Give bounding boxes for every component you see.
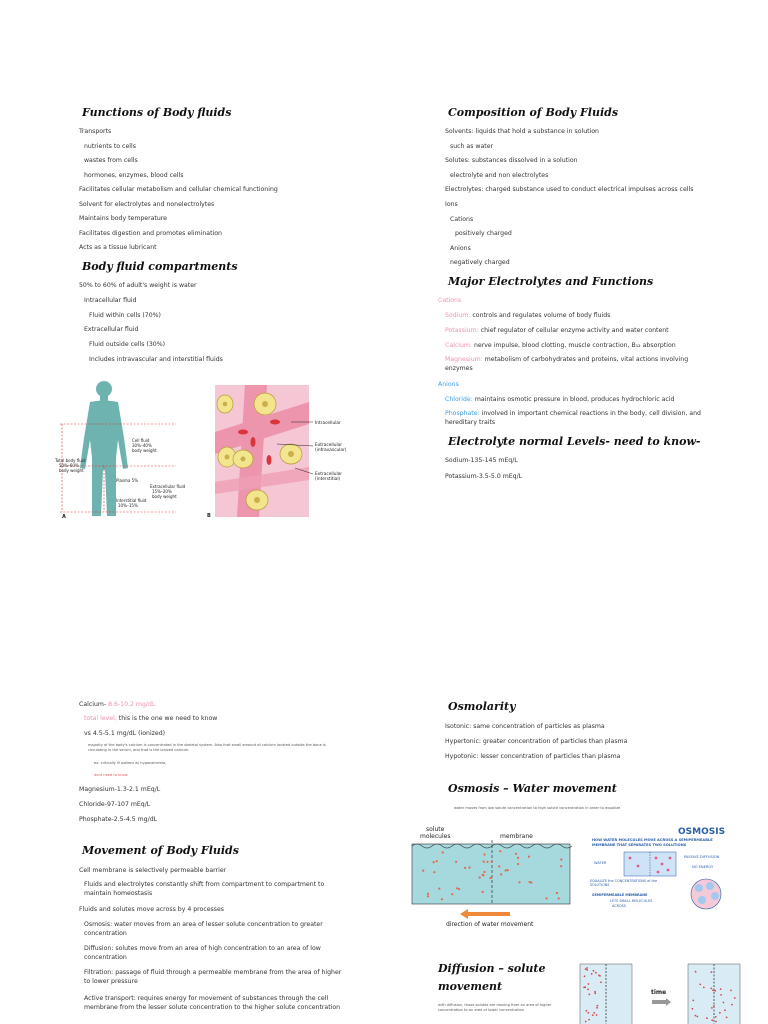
solute-particle — [584, 986, 586, 988]
solute-particle — [594, 992, 596, 994]
chloride-text: maintains osmotic pressure in blood, produces hydrochloric acid — [474, 396, 675, 403]
list-item: Maintains body temperature — [79, 215, 167, 222]
list-item: Acts as a tissue lubricant — [79, 244, 157, 251]
solute-particle — [726, 1017, 728, 1019]
list-item: Anions — [450, 244, 471, 252]
solute-particle — [695, 1015, 697, 1017]
solute-particle — [692, 1000, 694, 1002]
solute-particle — [711, 1019, 713, 1021]
equalize-label: EQUALIZE the CONCENTRATIONS of the — [590, 879, 658, 883]
functions-heading: Functions of Body fluids — [82, 106, 232, 119]
solute-particle — [706, 1017, 708, 1019]
movement-processes: Fluids and solutes move across by 4 processes — [79, 906, 225, 913]
solute-particle — [591, 973, 593, 975]
osmolarity-heading: Osmolarity — [448, 700, 516, 713]
ecf-pct: 15%–20% — [152, 489, 172, 494]
solutions-label: SOLUTIONS — [590, 883, 610, 887]
calcium-text: nerve impulse, blood clotting, muscle contraction, B₁₂ absorption — [473, 342, 676, 349]
functions-list — [79, 127, 278, 258]
solute-particle — [560, 865, 562, 867]
calcium-level-label: Calcium- — [79, 701, 107, 708]
interstitial-b-label: Extracellular — [315, 472, 343, 477]
solute-particle — [498, 865, 500, 867]
solute-particle — [720, 988, 722, 990]
solute-particle — [712, 990, 714, 992]
chloride-row — [445, 395, 674, 404]
solute-particle — [499, 850, 501, 852]
major-electrolytes-heading: Major Electrolytes and Functions — [448, 275, 654, 288]
solute-particle — [464, 867, 466, 869]
solute-particle — [500, 873, 502, 875]
figure-b-label: B — [207, 513, 211, 519]
magnesium-row — [445, 355, 705, 373]
solute-particle — [479, 876, 481, 878]
osmosis-definition: Osmosis: water moves from an area of lesser solute concentration to greater concentration — [84, 921, 323, 937]
movement-heading: Movement of Body Fluids — [82, 844, 239, 857]
solute-particle — [715, 1016, 717, 1018]
solute-particle — [528, 856, 530, 858]
solute-particle — [596, 1014, 598, 1016]
osmosis-infographic — [586, 822, 744, 914]
solute-particle — [592, 1014, 594, 1016]
solute-particle — [713, 1005, 715, 1007]
cell-fluid-label: Cell fluid — [132, 438, 150, 443]
list-item: Cations — [450, 215, 474, 223]
solute-particle — [427, 895, 429, 897]
hypotonic-def: Hypotonic: lesser concentration of particles than plasma — [445, 753, 621, 760]
solute-particle — [482, 891, 484, 893]
osmosis-note: water moves from low solute concentration to high solute concentration in order to equalize — [454, 806, 621, 810]
magnesium-level: Magnesium-1.3-2.1 mEq/L — [79, 786, 161, 793]
interstitial-pct: 10%–15% — [118, 503, 138, 508]
movement-shift: Fluids and electrolytes constantly shift from compartment to compartment to maintain homeostasis — [84, 881, 325, 897]
sodium-text: controls and regulates volume of body fluids — [472, 312, 611, 319]
solute-particle — [720, 994, 722, 996]
calcium-example: ex: critically ill patient w/ hypocalcemia, — [94, 761, 167, 765]
total-fluid-unit: body weight — [59, 468, 84, 473]
solute-particle — [724, 1009, 726, 1011]
ionized-calcium: vs 4.5-5.1 mg/dL (ionized) — [84, 730, 166, 737]
composition-heading: Composition of Body Fluids — [448, 106, 619, 119]
total-level-label: total level, — [84, 715, 117, 722]
solute-particle — [556, 892, 558, 894]
magnesium-text: metabolism of carbohydrates and proteins, vital actions involving enzymes — [445, 356, 689, 372]
movement-intro: Cell membrane is selectively permeable barrier — [79, 867, 227, 874]
across-label: ACROSS — [612, 904, 626, 908]
interstitial-b-sub: (interstitial) — [315, 477, 341, 482]
list-item: Intracellular fluid — [84, 296, 137, 304]
solute-particle — [710, 988, 712, 990]
intravascular-label: Extracellular — [315, 443, 343, 448]
list-item: positively charged — [455, 230, 512, 238]
dont-need-note: dont need to know — [94, 773, 128, 777]
solute-particle — [692, 1008, 694, 1010]
phosphate-level: Phosphate-2.5-4.5 mg/dL — [79, 816, 158, 823]
chloride-name: Chloride: — [445, 396, 473, 403]
solute-particle — [427, 893, 429, 895]
plasma-label: Plasma 5% — [116, 478, 139, 483]
passive-label: PASSIVE DIFFUSION — [684, 855, 720, 859]
calcium-level-value: 8.6-10.2 mg/dL — [108, 701, 156, 708]
total-fluid-label: Total body fluid — [55, 458, 86, 463]
interstitial-label: Interstitial fluid — [116, 498, 147, 503]
solute-particle — [699, 984, 701, 986]
solute-particle — [517, 863, 519, 865]
isotonic-def: Isotonic: same concentration of particles as plasma — [445, 723, 605, 730]
diffusion-definition: Diffusion: solutes move from an area of high concentration to an area of low concentration — [84, 945, 321, 961]
list-item: Transports — [79, 128, 112, 135]
osmosis-infographic-title: OSMOSIS — [678, 827, 726, 837]
list-item: Extracellular fluid — [84, 326, 139, 334]
cell-fluid-unit: body weight — [132, 448, 157, 453]
list-item: electrolyte and non electrolytes — [450, 171, 549, 179]
time-label: time — [651, 989, 667, 996]
list-item: such as water — [450, 142, 494, 150]
solute-particle — [560, 858, 562, 860]
body-fluid-figure-b — [205, 382, 347, 520]
solute-particle — [585, 968, 587, 970]
molecules-label: molecules — [420, 833, 451, 840]
lets-label: LETS SMALL MOLECULES — [610, 899, 653, 903]
solute-particle — [588, 994, 590, 996]
list-item: Fluid within cells (70%) — [89, 311, 161, 319]
solute-particle — [596, 1007, 598, 1009]
solute-particle — [588, 1012, 590, 1014]
list-item: wastes from cells — [84, 157, 138, 164]
solute-particle — [595, 972, 597, 974]
calcium-level-row — [79, 700, 155, 709]
calcium-name: Calcium: — [445, 342, 472, 349]
solute-particle — [714, 990, 716, 992]
solute-particle — [486, 861, 488, 863]
solute-particle — [505, 869, 507, 871]
cell-fluid-pct: 30%–40% — [132, 443, 152, 448]
solute-particle — [715, 1021, 717, 1023]
solute-particle — [558, 897, 560, 899]
list-item: Ions — [445, 200, 458, 208]
solute-particle — [458, 888, 460, 890]
solute-particle — [483, 861, 485, 863]
solute-particle — [518, 881, 520, 883]
water-label: WATER — [594, 861, 607, 865]
list-item: Solutes: substances dissolved in a solution — [445, 157, 578, 165]
time-arrow — [652, 998, 671, 1006]
list-item: Solvent for electrolytes and nonelectrolytes — [79, 200, 215, 208]
solute-particle — [455, 861, 457, 863]
compartments-list — [79, 281, 223, 370]
phosphate-row — [445, 409, 707, 427]
active-transport-definition: Active transport: requires energy for movement of substances through the cell membrane from the lesser solute concentration to the higher solute concentration — [84, 995, 341, 1011]
phosphate-name: Phosphate: — [445, 410, 480, 417]
diffusion-note: with diffusion, those solutes are moving from an area of higher concentration to an area of lower concentration — [438, 1003, 552, 1012]
list-item: 50% to 60% of adult's weight is water — [79, 282, 197, 289]
semipermeable-label: SEMIPERMEABLE MEMBRANE — [592, 893, 648, 897]
osmosis-sub-1: HOW WATER MOLECULES MOVE ACROSS A SEMIPERMEABLE — [592, 838, 713, 842]
solute-particle — [588, 1019, 590, 1021]
solute-particle — [442, 851, 444, 853]
solute-particle — [696, 1016, 698, 1018]
solute-particle — [695, 971, 697, 973]
list-item: hormones, enzymes, blood cells — [84, 171, 184, 179]
ecf-label: Extracellular fluid — [150, 484, 186, 489]
solute-particle — [586, 969, 588, 971]
solute-particle — [468, 866, 470, 868]
solute-particle — [433, 871, 435, 873]
intravascular-sub: (intravascular) — [315, 448, 347, 453]
solute-particle — [489, 877, 491, 879]
solute-particle — [441, 898, 443, 900]
chloride-level: Chloride-97-107 mEq/L — [79, 801, 151, 808]
osmosis-beaker-diagram — [410, 822, 574, 930]
osmosis-heading: Osmosis – Water movement — [448, 782, 617, 795]
no-energy-label: NO ENERGY — [692, 865, 714, 869]
solute-particle — [515, 853, 517, 855]
solute-particle — [483, 871, 485, 873]
sodium-name: Sodium: — [445, 312, 471, 319]
filtration-definition: Filtration: passage of fluid through a permeable membrane from the area of higher to lower pressure — [84, 969, 342, 985]
total-level-text: this is the one we need to know — [118, 715, 218, 722]
solute-particle — [730, 990, 732, 992]
direction-label: direction of water movement — [446, 921, 534, 928]
solute-particle — [482, 874, 484, 876]
sodium-level: Sodium-135-145 mEq/L — [445, 457, 518, 464]
solute-particle — [584, 975, 586, 977]
solute-particle — [507, 869, 509, 871]
solute-particle — [451, 893, 453, 895]
solute-particle — [703, 987, 705, 989]
magnesium-name: Magnesium: — [445, 356, 483, 363]
solute-particle — [483, 853, 485, 855]
diffusion-heading-2: movement — [438, 980, 503, 993]
potassium-level: Potassium-3.5-5.0 mEq/L — [445, 473, 523, 480]
direction-arrow — [460, 909, 510, 919]
compartments-heading: Body fluid compartments — [82, 260, 238, 273]
list-item: negatively charged — [450, 259, 510, 267]
potassium-row — [445, 326, 669, 335]
solute-particle — [545, 897, 547, 899]
total-fluid-pct: 50%–60% — [59, 463, 79, 468]
solute-particle — [593, 1012, 595, 1014]
sodium-row — [445, 311, 610, 320]
list-item: Solvents: liquids that hold a substance in solution — [445, 128, 599, 135]
solute-particle — [436, 860, 438, 862]
solute-particle — [586, 967, 588, 969]
solute-particle — [456, 887, 458, 889]
solute-label: solute — [426, 826, 445, 833]
calcium-row — [445, 341, 676, 350]
normal-levels-heading: Electrolyte normal Levels- need to know- — [448, 435, 701, 448]
solute-particle — [600, 981, 602, 983]
anions-label: Anions — [438, 381, 459, 388]
solute-particle — [586, 1010, 588, 1012]
hypertonic-def: Hypertonic: greater concentration of particles than plasma — [445, 738, 628, 745]
figure-a-label: A — [62, 514, 66, 520]
diffusion-diagram — [578, 962, 746, 1024]
solute-particle — [711, 1007, 713, 1009]
ecf-unit: body weight — [152, 494, 177, 499]
solute-particle — [422, 870, 424, 872]
solute-particle — [731, 1004, 733, 1006]
potassium-text: chief regulator of cellular enzyme activity and water content — [480, 327, 669, 334]
list-item: Facilitates cellular metabolism and cellular chemical functioning — [79, 186, 278, 193]
solute-particle — [598, 975, 600, 977]
cations-label: Cations — [438, 297, 462, 304]
phosphate-text: involved in important chemical reactions in the body, cell division, and hereditary traits — [445, 410, 701, 426]
body-fluid-figure-a — [54, 378, 186, 520]
solute-particle — [517, 857, 519, 859]
osmosis-sub-2: MEMBRANE THAT SEPARATES TWO SOLUTIONS — [592, 843, 687, 847]
solute-particle — [719, 1012, 721, 1014]
list-item: Facilitates digestion and promotes elimination — [79, 229, 222, 237]
intracellular-label: Intracellular — [315, 421, 341, 426]
calcium-note: majority of the body's calcium is concentrated in the skeletal system. Also that small amount of calcium located outside the bone is circulating in the serum, and that is the ionized calcium. — [88, 743, 326, 752]
list-item: Electrolytes: charged substance used to conduct electrical impulses across cells — [445, 186, 694, 194]
solute-particle — [734, 997, 736, 999]
solute-particle — [593, 970, 595, 972]
solute-particle — [587, 988, 589, 990]
solute-particle — [438, 888, 440, 890]
solute-particle — [529, 881, 531, 883]
solute-particle — [433, 861, 435, 863]
solute-particle — [597, 1005, 599, 1007]
solute-particle — [585, 1021, 587, 1023]
list-item: nutrients to cells — [84, 142, 136, 150]
solute-particle — [711, 971, 713, 973]
total-level-row — [84, 714, 217, 723]
diffusion-heading-1: Diffusion – solute — [438, 962, 546, 975]
potassium-name: Potassium: — [445, 327, 479, 334]
solute-particle — [588, 983, 590, 985]
composition-list — [445, 127, 693, 273]
list-item: Fluid outside cells (30%) — [89, 341, 166, 349]
list-item: Includes intravascular and interstitial fluids — [89, 355, 223, 363]
membrane-label: membrane — [500, 833, 533, 840]
solute-particle — [723, 1002, 725, 1004]
solute-particle — [491, 861, 493, 863]
